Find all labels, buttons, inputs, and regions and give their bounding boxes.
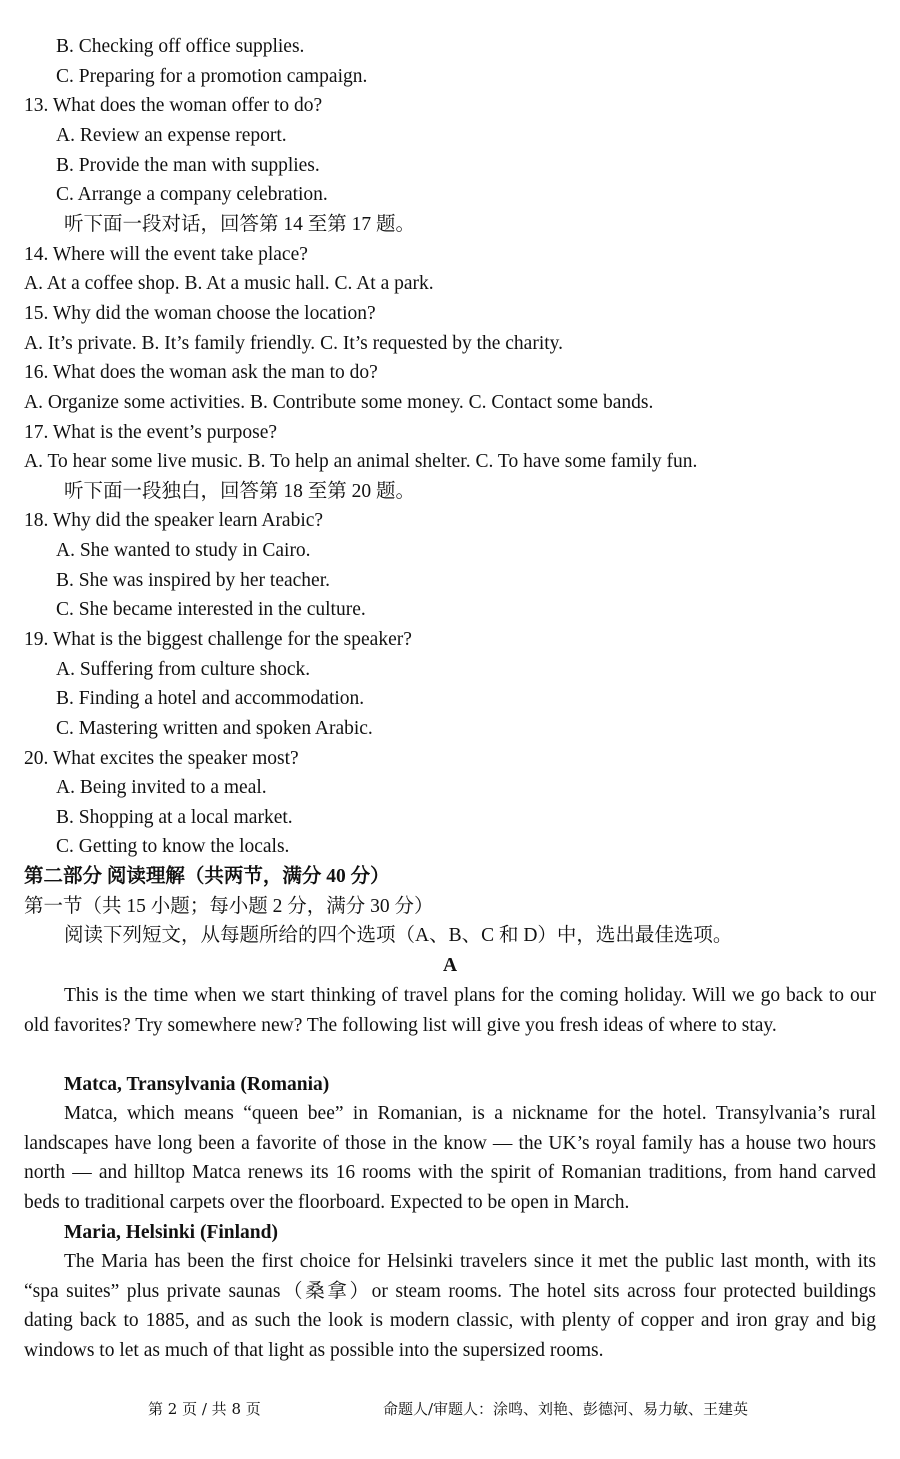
option-line: A. She wanted to study in Cairo.: [56, 540, 311, 561]
option-c: C. To have some family fun.: [475, 451, 698, 472]
question-17: 17. What is the event’s purpose?: [24, 422, 278, 443]
passage-intro: [24, 981, 876, 1040]
options-row: [24, 447, 876, 477]
paragraph-text: The Maria has been the first choice for Helsinki travelers since it met the public last month, with its “spa suites” plus private saunas（桑拿）or steam rooms. The hotel sits across four protected buildings dating back to 1885, and as such the look is modern classic, with plenty of copper and iron gray and big windows to let as much of that light as possible into the supersized rooms.: [24, 1251, 876, 1361]
option-line: B. Finding a hotel and accommodation.: [56, 688, 365, 709]
option-line: A. Being invited to a meal.: [56, 777, 267, 798]
option-a: A. Organize some activities.: [24, 392, 246, 413]
option-b: B. Contribute some money.: [250, 392, 464, 413]
question-20: 20. What excites the speaker most?: [24, 748, 299, 769]
option-b: B. At a music hall.: [184, 273, 330, 294]
section-direction: 听下面一段独白，回答第 18 至第 20 题。: [64, 481, 416, 502]
section-direction: 听下面一段对话，回答第 14 至第 17 题。: [64, 214, 416, 235]
option-line: B. Provide the man with supplies.: [56, 155, 320, 176]
question-19: 19. What is the biggest challenge for the speaker?: [24, 629, 412, 650]
option-line: C. She became interested in the culture.: [56, 599, 366, 620]
reading-direction: 阅读下列短文，从每题所给的四个选项（A、B、C 和 D）中，选出最佳选项。: [64, 925, 733, 946]
option-c: C. Contact some bands.: [468, 392, 654, 413]
question-18: 18. Why did the speaker learn Arabic?: [24, 510, 324, 531]
paragraph-text: This is the time when we start thinking of travel plans for the coming holiday. Will we go back to our old favorites? Try somewhere new? The following list will give you fresh ideas of where to stay.: [24, 985, 876, 1036]
part-heading: 第二部分 阅读理解（共两节，满分 40 分）: [24, 866, 390, 887]
footer-authors: 命题人/审题人：涂鸣、刘艳、彭德河、易力敏、王建英: [383, 1400, 749, 1418]
question-16: 16. What does the woman ask the man to do?: [24, 362, 378, 383]
options-row: [24, 388, 876, 418]
option-line: B. Checking off office supplies.: [56, 36, 305, 57]
option-line: C. Preparing for a promotion campaign.: [56, 66, 368, 87]
hotel-heading-matca: Matca, Transylvania (Romania): [64, 1074, 330, 1095]
page-number: 第 2 页 / 共 8 页: [148, 1400, 261, 1418]
paragraph-text: Matca, which means “queen bee” in Romanian, is a nickname for the hotel. Transylvania’s rural landscapes have long been a favorite of those in the know — the UK’s royal family has a house two hours north — and hilltop Matca renews its 16 rooms with the spirit of Romanian traditions, from hand carved beds to traditional carpets over the floorboard. Expected to be open in March.: [24, 1103, 876, 1213]
option-b: B. To help an animal shelter.: [247, 451, 471, 472]
options-row: [24, 329, 876, 359]
option-line: A. Suffering from culture shock.: [56, 659, 311, 680]
option-a: A. To hear some live music.: [24, 451, 243, 472]
option-a: A. At a coffee shop.: [24, 273, 180, 294]
section-heading: 第一节（共 15 小题；每小题 2 分，满分 30 分）: [24, 896, 434, 917]
option-c: C. At a park.: [334, 273, 434, 294]
question-15: 15. Why did the woman choose the location?: [24, 303, 376, 324]
paragraph-matca: [24, 1099, 876, 1217]
options-row: [24, 269, 876, 299]
question-14: 14. Where will the event take place?: [24, 244, 308, 265]
paragraph-maria: [24, 1247, 876, 1365]
passage-label: A: [442, 955, 458, 976]
option-line: C. Mastering written and spoken Arabic.: [56, 718, 373, 739]
option-line: B. She was inspired by her teacher.: [56, 570, 331, 591]
hotel-heading-maria: Maria, Helsinki (Finland): [64, 1222, 278, 1243]
option-a: A. It’s private.: [24, 333, 137, 354]
option-line: A. Review an expense report.: [56, 125, 287, 146]
question-13: 13. What does the woman offer to do?: [24, 95, 323, 116]
option-line: C. Getting to know the locals.: [56, 836, 290, 857]
option-line: C. Arrange a company celebration.: [56, 184, 328, 205]
option-line: B. Shopping at a local market.: [56, 807, 293, 828]
option-b: B. It’s family friendly.: [141, 333, 316, 354]
option-c: C. It’s requested by the charity.: [320, 333, 564, 354]
